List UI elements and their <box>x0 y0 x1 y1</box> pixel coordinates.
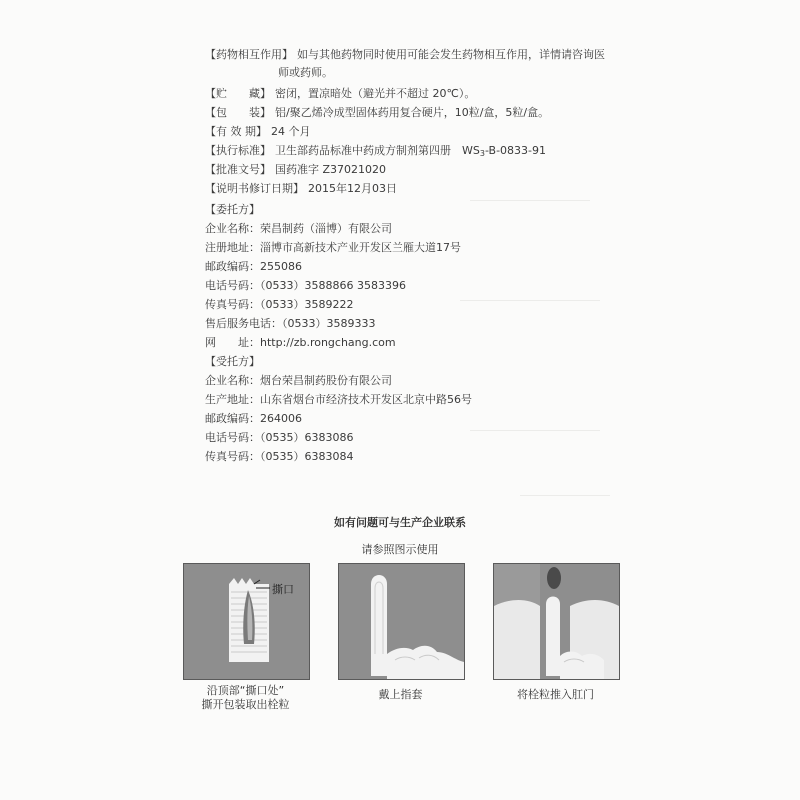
client-header: 【委托方】 <box>205 203 260 216</box>
interaction-label: 【药物相互作用】 <box>205 48 293 61</box>
approval-value: 国药准字 Z37021020 <box>275 163 387 176</box>
show-through <box>470 430 600 431</box>
contractor-address-row <box>205 393 472 407</box>
step-1-caption <box>183 684 308 712</box>
step-2-illustration <box>338 563 465 680</box>
step-1-caption-line1: 沿顶部“撕口处” <box>206 684 285 697</box>
client-postal-row <box>205 260 302 274</box>
contractor-company-label: 企业名称： <box>205 374 260 387</box>
client-address-value: 淄博市高新技术产业开发区兰雁大道17号 <box>260 241 461 254</box>
package-row <box>205 106 549 120</box>
revision-row <box>205 182 397 196</box>
client-phone-label: 电话号码： <box>205 279 260 292</box>
client-postal-value: 255086 <box>260 260 302 273</box>
storage-row <box>205 87 475 101</box>
validity-label: 【有 效 期】 <box>205 125 267 138</box>
standard-row <box>205 144 546 161</box>
contractor-header: 【受托方】 <box>205 355 260 368</box>
show-through <box>470 200 590 201</box>
standard-value: 卫生部药品标准中药成方制剂第四册 WS <box>275 144 480 157</box>
client-service-label: 售后服务电话： <box>205 317 282 330</box>
package-label: 【包 装】 <box>205 106 271 119</box>
validity-value: 24 个月 <box>271 125 311 138</box>
standard-value-post: -B-0833-91 <box>484 144 547 157</box>
client-phone-row <box>205 279 406 293</box>
contractor-fax-label: 传真号码： <box>205 450 260 463</box>
step-2-caption: 戴上指套 <box>378 688 423 701</box>
show-through <box>520 495 610 496</box>
client-service-value: （0533）3589333 <box>282 317 376 330</box>
contractor-address-value: 山东省烟台市经济技术开发区北京中路56号 <box>260 393 472 406</box>
reference-title: 请参照图示使用 <box>361 543 439 556</box>
interaction-value: 如与其他药物同时使用可能会发生药物相互作用，详情请咨询医 <box>297 48 605 61</box>
tear-label: 撕口 <box>272 583 294 596</box>
client-company-label: 企业名称： <box>205 222 260 235</box>
approval-label: 【批准文号】 <box>205 163 271 176</box>
package-value: 铝/聚乙烯冷成型固体药用复合硬片，10粒/盒，5粒/盒。 <box>275 106 550 119</box>
interaction-cont: 师或药师。 <box>278 66 333 79</box>
client-fax-value: （0533）3589222 <box>260 298 354 311</box>
contractor-postal-row <box>205 412 302 426</box>
step-1-caption-line2: 撕开包装取出栓粒 <box>201 698 290 711</box>
contractor-postal-value: 264006 <box>260 412 302 425</box>
insertion-illustration <box>494 564 619 679</box>
validity-row <box>205 125 311 139</box>
client-service-row <box>205 317 375 331</box>
contractor-phone-label: 电话号码： <box>205 431 260 444</box>
contractor-phone-row <box>205 431 353 445</box>
client-phone-value: （0533）3588866 3583396 <box>260 279 406 292</box>
approval-row <box>205 163 386 177</box>
contractor-postal-label: 邮政编码： <box>205 412 260 425</box>
client-fax-label: 传真号码： <box>205 298 260 311</box>
contractor-company-value: 烟台荣昌制药股份有限公司 <box>260 374 392 387</box>
client-address-row <box>205 241 461 255</box>
revision-label: 【说明书修订日期】 <box>205 182 304 195</box>
step-3-illustration <box>493 563 620 680</box>
client-web-label: 网 址： <box>205 336 260 349</box>
client-web-row <box>205 336 396 350</box>
client-postal-label: 邮政编码： <box>205 260 260 273</box>
show-through <box>460 300 600 301</box>
contact-title: 如有问题可与生产企业联系 <box>334 516 466 529</box>
revision-value: 2015年12月03日 <box>308 182 397 195</box>
contractor-phone-value: （0535）6383086 <box>260 431 354 444</box>
client-fax-row <box>205 298 353 312</box>
client-web-value[interactable]: http://zb.rongchang.com <box>260 336 396 349</box>
finger-cot-illustration <box>339 564 464 679</box>
step-1-illustration <box>183 563 310 680</box>
contractor-fax-value: （0535）6383084 <box>260 450 354 463</box>
client-company-row <box>205 222 392 236</box>
standard-sub: 3 <box>479 149 485 158</box>
step-3-caption: 将栓粒推入肛门 <box>517 688 594 701</box>
interaction-row <box>205 48 605 62</box>
storage-value: 密闭，置凉暗处（避光并不超过 20℃）。 <box>275 87 476 100</box>
contractor-fax-row <box>205 450 353 464</box>
client-address-label: 注册地址： <box>205 241 260 254</box>
contractor-address-label: 生产地址： <box>205 393 260 406</box>
client-company-value: 荣昌制药（淄博）有限公司 <box>260 222 392 235</box>
contractor-company-row <box>205 374 392 388</box>
standard-label: 【执行标准】 <box>205 144 271 157</box>
storage-label: 【贮 藏】 <box>205 87 271 100</box>
